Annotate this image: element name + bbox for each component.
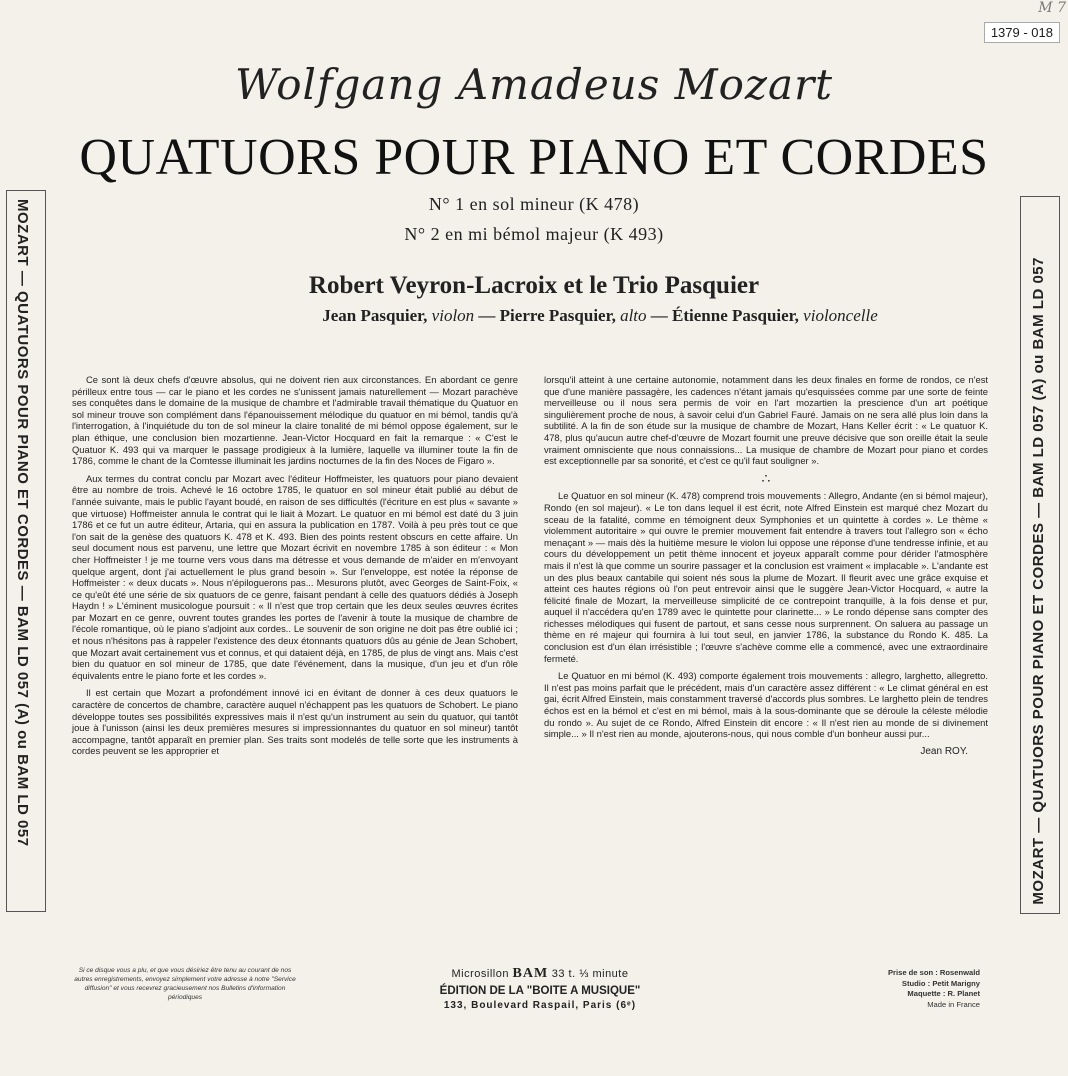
credit-label: Prise de son : (887, 968, 938, 977)
musician-instrument: violon (431, 306, 475, 325)
format-line (380, 966, 700, 982)
publisher-name: ÉDITION DE LA "BOITE A MUSIQUE" (439, 985, 641, 997)
credits (846, 968, 980, 1010)
musician-name: Pierre Pasquier, (499, 306, 616, 325)
brand-logo: BAM (512, 966, 549, 981)
musician-name: Étienne Pasquier, (672, 306, 799, 325)
credit-value: R. Planet (947, 989, 980, 999)
credit-value: Petit Marigny (932, 978, 980, 988)
composer-name: Wolfgang Amadeus Mozart (234, 60, 834, 109)
paragraph: Aux termes du contrat conclu par Mozart avec l'éditeur Hoffmeister, les quatuors pour piano devaient être au nombre de trois. Achevé le 16 octobre 1785, le quatuor en sol mineur était publié au début de l'année suivante, mais le public l'ayant boudé, en raison de ses difficultés (l'écriture en est plus « savante » que virtuose) Hoffmeister annula le contrat qui le liait à Mozart. Le quatuor en mi bémol est daté du 3 juin 1786 et ce fut un autre éditeur, Artaria, qui en assura la publication en 1787. Voilà à peu près tout ce que l'on sait de la genèse des quatuors K. 478 et K. 493. Bien des points restent obscurs en cette affaire. Un seul document nous est parvenu, une lettre que Mozart écrivit en novembre 1785 à son éditeur : « Mon cher Hoffmeister ! je me tourne vers vous dans ma détresse et vous demande de m'aider en m'envoyant quelque argent, dont j'ai actuellement le plus grand besoin ». Sur l'enveloppe, est notée la réponse de Hoffmeister : « deux ducats ». Nous n'épiloguerons pas... Mesurons plutôt, avec Georges de Saint-Foix, « ce qu'eût été une série de six quatuors de ce genre, faisant pendant à celle des quatuors dédiés à Joseph Haydn ! » L'éminent musicologue poursuit : « Il n'est que trop certain que les deux seules œuvres écrites par Mozart en ce genre, ouvrent toutes grandes les portes de l'avenir à toute la musique de chambre de l'école romantique, où le piano s'adjoint aux cordes.. Le souvenir de son origine ne doit pas être oublié ici ; et nous n'hésitons pas à rappeler l'existence des deux étonnants quatuors dûs au génie de Jean Schobert, que Mozart avait certainement vus et connus, et qui dataient déjà, en 1785, de plus de vingt ans. Mais c'est bien du quatuor en sol mineur de 1785, que date l'événement, dans la musique, d'un jeu et d'un rôle équivalents entre le piano forte et les cordes ». (72, 472, 518, 681)
album-title: QUATUORS POUR PIANO ET CORDES (79, 129, 989, 186)
credit-label: Studio : (901, 978, 931, 988)
work-2: N° 2 en mi bémol majeur (K 493) (404, 224, 664, 244)
label-info (380, 966, 700, 1011)
musicians-line (150, 306, 1050, 326)
performers: Robert Veyron-Lacroix et le Trio Pasquier (308, 272, 760, 299)
spine-left-text: MOZART — QUATUORS POUR PIANO ET CORDES — BAM LD 057 (A) ou BAM LD 057 (14, 199, 31, 847)
credit-value: Rosenwald (939, 968, 980, 977)
musician-instrument: violoncelle (803, 306, 878, 325)
spine-left (6, 190, 46, 912)
spine-right-text: MOZART — QUATUORS POUR PIANO ET CORDES — BAM LD 057 (A) ou BAM LD 057 (1030, 257, 1047, 905)
musician-name: Jean Pasquier, (322, 306, 428, 325)
made-in: Made in France (927, 999, 980, 1009)
musician-instrument: alto (620, 306, 647, 325)
subscription-note: Si ce disque vous a plu, et que vous désiriez être tenu au courant de nos autres enregistrements, envoyez simplement votre adresse à notre "Service diffusion" et vous recevrez gracieusement nos Bulletins d'information périodiques (74, 967, 296, 1001)
paragraph: Le Quatuor en sol mineur (K. 478) comprend trois mouvements : Allegro, Andante (en si bémol majeur), Rondo (en sol majeur). « Le ton dans lequel il est écrit, note Alfred Einstein est marqué chez Mozart du sceau de la fatalité, comme en témoignent deux Symphonies et un quintette à cordes ». Le thème « violemment autoritaire » qui ouvre le premier mouvement fait entendre à travers tout l'allegro son « écho menaçant » — mais dès la huitième mesure le violon lui oppose une réponse d'une tendresse infinie, et au cours du développement un petit thème innocent et joyeux apparaît comme pour dérider l'atmosphère mais il n'est là que comme un sourire passager et la conclusion est vraiment « implacable ». L'andante est un des plus beaux cantabile qui soient nés sous la plume de Mozart. Il fleurit avec une grâce exquise et atteint ces hautes régions où l'on peut entrevoir ainsi que le suggère Jean-Victor Hocquard, « autre la félicité finale de Mozart, la merveilleuse simplicité de ce contrepoint tranquille, à la fois dense et pur, auquel il n'accédera qu'en 1789 avec le quintette pour clarinette... » Le rondo dépense sans compter des richesses mélodiques qui fusent de partout, et sans cesse nous surprennent. On saluera au passage un thème en ré majeur qui fournira à lui tout seul, en janvier 1786, la substance du Rondo K. 485. La conclusion est d'un élan irrésistible ; l'œuvre s'achève comme elle a commencé, avec une extraordinaire fermeté. (544, 490, 988, 664)
section-separator: ∴ (761, 469, 771, 486)
credit-line (846, 989, 980, 1000)
paragraph: Ce sont là deux chefs d'œuvre absolus, qui ne doivent rien aux circonstances. En abordant ce genre périlleux entre tous — car le piano et les cordes ne s'unissent jamais naturellement — Mozart parachève ses conquêtes dans le domaine de la musique de chambre et l'admirable travail thématique du Quatuor en sol mineur trouve son complément dans l'épanouissement mélodique du quatuor en mi bémol, tandis qu'à l'interrogation, à l'inquiétude du ton de sol mineur la claire tonalité de mi bémol oppose également, sur le plan éthique, une conclusion bien mozartienne. Jean-Victor Hocquard en fait la remarque : « C'est le Quatuor K. 493 qui va marquer le passage prodigieux à la lumière, laquelle va illuminer toute la fin de 1786, comme le chant de la Comtesse illuminait les jardins nocturnes de la fin des Noces de Figaro ». (72, 374, 518, 467)
author-signature: Jean ROY. (920, 745, 968, 757)
musician-separator: — (646, 306, 673, 325)
liner-notes-left-column (72, 374, 518, 763)
format-speed: 33 t. ⅓ minute (551, 968, 629, 980)
paragraph: Le Quatuor en mi bémol (K. 493) comporte également trois mouvements : allegro, larghetto, allegretto. Il n'est pas moins parfait que le précédent, mais d'un caractère assez différent : « Le climat général en est gai, écrit Alfred Einstein, mais constamment traversé d'accords plus sombres. Le larghetto plein de tendres échos est en la bémol et c'est en mi bémol, mais à la sous-dominante que se déroule la céleste mélodie du rondo ». Au sujet de ce Rondo, Alfred Einstein dit encore : « Il n'est rien au monde de si divinement simple... » Il n'est rien au monde, ajouterons-nous, qui nous comble d'un bonheur aussi pur... (544, 670, 988, 740)
format-prefix: Microsillon (451, 968, 509, 980)
spine-right (1020, 196, 1060, 914)
paragraph: Il est certain que Mozart a profondément innové ici en évitant de donner à ces deux quatuors le caractère de concertos de chambre, caractère auquel n'échappent pas les quatuors de Schobert. Le piano développe toutes ses possibilités expressives mais il n'est qu'un instrument au sein du quatuor, qui tantôt joue à l'unisson (ainsi les deux premières mesures si impressionnantes du quatuor en sol mineur) tantôt accompagne, tantôt apparaît en premier plan. Ses traits sont modelés de telle sorte que les instruments à cordes peuvent se les approprier et (72, 687, 518, 757)
musician-separator: — (474, 306, 500, 325)
liner-notes-right-column (544, 374, 988, 763)
credit-line (846, 979, 980, 990)
work-1: N° 1 en sol mineur (K 478) (428, 194, 640, 214)
credit-label: Maquette : (907, 989, 946, 999)
publisher-address: 133, Boulevard Raspail, Paris (6ᵉ) (443, 1000, 637, 1011)
paragraph: lorsqu'il atteint à une certaine autonomie, notamment dans les deux finales en forme de rondos, ce n'est que d'une manière passagère, les cadences n'étant jamais qu'esquissées comme par une sorte de feinte merveilleuse ou il nous sera permis de voir en l'art mozartien la prescience d'un art poétique singulièrement proche de nous, à savoir celui d'un Gabriel Fauré. Jamais on ne sera allé plus loin dans la subtilité. A la fin de son étude sur la musique de chambre de Mozart, Hans Keller écrit : « Le quatuor K. 478, plus qu'aucun autre chef-d'œuvre de Mozart fournit une preuve décisive que son oreille était la seule vraiment omnisciente que nous connaissions... La musique de chambre de Mozart pour piano et cordes est exceptionnelle par sa sonorité, et c'est ce qu'il faut souligner ». (544, 374, 988, 467)
credit-line (846, 968, 980, 979)
catalog-sticker: 1379 - 018 (984, 22, 1060, 43)
pencil-mark: M 7 (1038, 0, 1066, 16)
